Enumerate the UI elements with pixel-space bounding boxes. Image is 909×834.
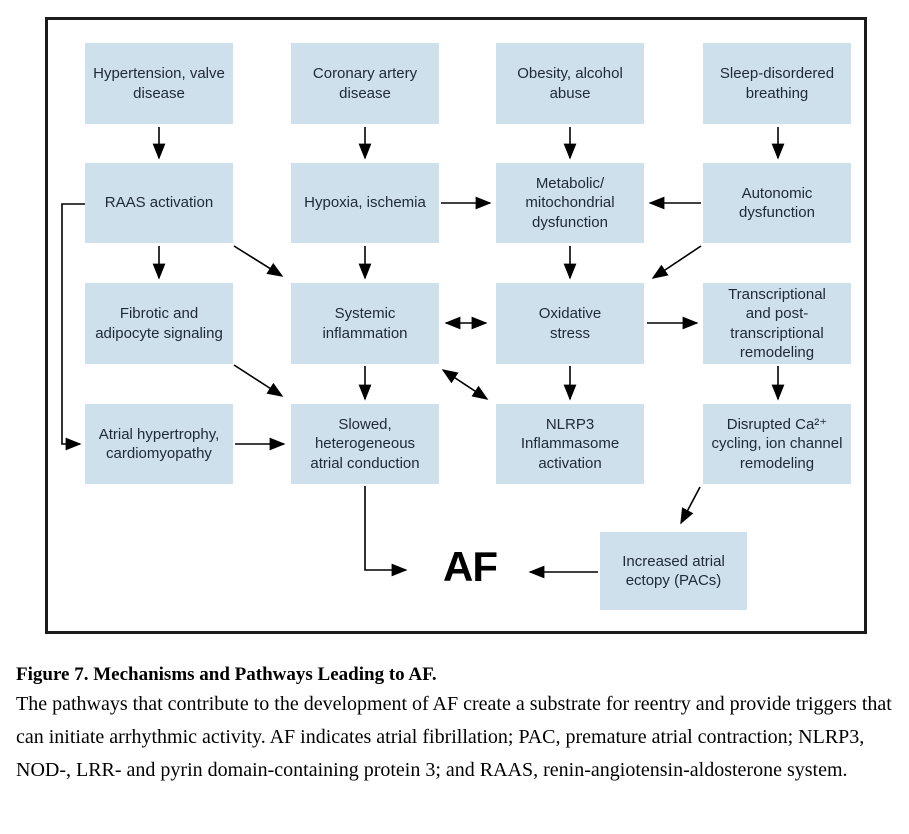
- box-ectopy: Increased atrial ectopy (PACs): [600, 532, 747, 610]
- box-sleep: Sleep-disordered breathing: [703, 43, 851, 124]
- box-hypertension: Hypertension, valve disease: [85, 43, 233, 124]
- caption-body: The pathways that contribute to the development of AF create a substrate for reentry and provide triggers that can initiate arrhythmic activity. AF indicates atrial fibrillation; PAC, premature atrial contraction; NLRP3, NOD-, LRR- and pyrin domain-containing protein 3; and RAAS, renin-angiotensin-aldosterone system.: [16, 693, 892, 781]
- box-fibrotic: Fibrotic and adipocyte signaling: [85, 283, 233, 364]
- box-hypertrophy: Atrial hypertrophy, cardiomyopathy: [85, 404, 233, 484]
- box-coronary: Coronary artery disease: [291, 43, 439, 124]
- box-hypoxia: Hypoxia, ischemia: [291, 163, 439, 243]
- box-raas: RAAS activation: [85, 163, 233, 243]
- box-oxidative: Oxidative stress: [496, 283, 644, 364]
- box-metabolic: Metabolic/ mitochondrial dysfunction: [496, 163, 644, 243]
- box-transcriptional: Transcriptional and post- transcriptional remodeling: [703, 283, 851, 364]
- box-nlrp3: NLRP3 Inflammasome activation: [496, 404, 644, 484]
- box-obesity: Obesity, alcohol abuse: [496, 43, 644, 124]
- figure-caption: [16, 661, 902, 787]
- box-autonomic: Autonomic dysfunction: [703, 163, 851, 243]
- box-systemic: Systemic inflammation: [291, 283, 439, 364]
- box-slowed: Slowed, heterogeneous atrial conduction: [291, 404, 439, 484]
- af-label: AF: [443, 543, 497, 590]
- box-disrupted: Disrupted Ca²⁺ cycling, ion channel remodeling: [703, 404, 851, 484]
- caption-title: Figure 7. Mechanisms and Pathways Leading to AF.: [16, 664, 437, 685]
